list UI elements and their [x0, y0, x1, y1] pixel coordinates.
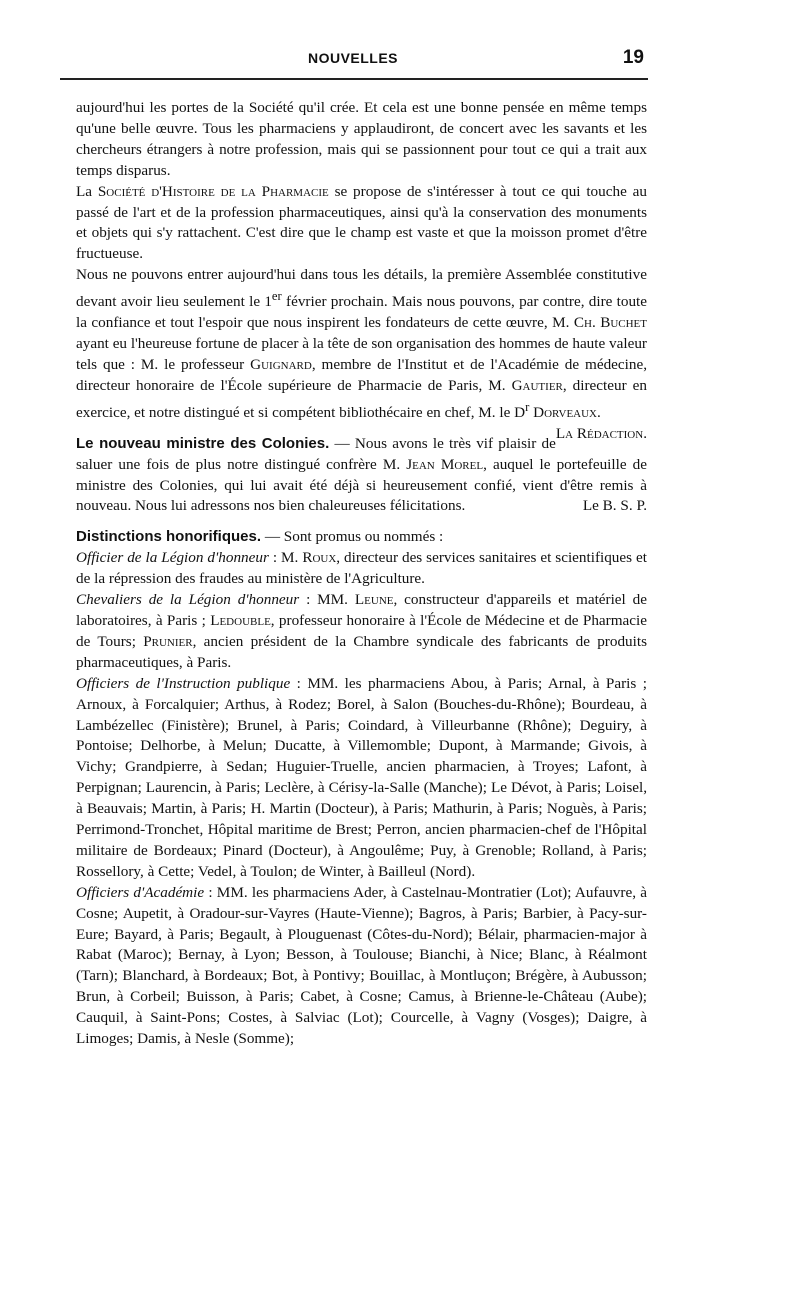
- signature-bsp: Le B. S. P.: [582, 497, 647, 515]
- label-instruction-publique: Officiers de l'Instruction publique: [76, 674, 291, 692]
- para2-lead: La: [76, 182, 98, 200]
- para3-t4: , membre de l'Institut et de l'Académie de médecine, directeur honoraire de l'École supérieure de Pharmacie de Paris, M.: [76, 355, 647, 394]
- instruction-publique-text: : MM. les pharmaciens Abou, à Paris; Arnal, à Paris ; Arnoux, à Forcalquier; Arthus, à Rodez; Borel, à Salon (Bouches-du-Rhône); Bourdeau, à Lambézellec (Finistère); Brunel, à Paris; Coindard, à Villeurbanne (Rhône); Deguiry, à Pontoise; Delhorbe, à Melun; Ducatte, à Villemomble; Dupont, à Marmande; Givois, à Vichy; Grandpierre, à Sedan; Huguier-Truelle, ancien pharmacien, à Troyes; Lafont, à Perpignan; Laurencin, à Paris; Leclère, à Cérisy-la-Salle (Manche); Le Dévot, à Paris; Loisel, à Beauvais; Martin, à Paris; H. Martin (Docteur), à Paris; Mathurin, à Paris; Noguès, à Paris; Perrimond-Tronchet, Hôpital maritime de Brest; Perron, ancien pharmacien-chef de l'Hôpital militaire de Bordeaux; Pinard (Docteur), à Angoulême; Puy, à Grenoble; Rolland, à Paris; Rossellory, à Cette; Vedel, à Toulon; de Winter, à Bailleul (Nord).: [76, 674, 647, 880]
- para3-sup: er: [271, 289, 282, 304]
- signature-redaction: La Rédaction.: [555, 424, 647, 442]
- name-prunier: Prunier: [143, 632, 193, 650]
- paragraph-society-purpose: [76, 182, 647, 266]
- para3-t6: .: [597, 403, 601, 421]
- para3-t3: ayant eu l'heureuse fortune de placer à la tête de son organisation des hommes de haute valeur tels que : M. le professeur: [76, 335, 647, 373]
- legion-officer-text: : M.: [268, 549, 303, 567]
- paragraph-legion-officer: [76, 548, 647, 590]
- society-name: Société d'Histoire de la Pharmacie: [97, 182, 329, 200]
- name-dorveaux: Dorveaux: [533, 403, 598, 421]
- paragraph-minister: [76, 434, 647, 518]
- page-number: 19: [622, 47, 644, 68]
- minister-t2: , auquel le portefeuille de ministre des Colonies, qui lui avait été déjà si heureusement confié, vient d'être remis à nouveau. Nous lui adressons nos bien chaleureuses félicitations.: [76, 455, 647, 515]
- name-buchet: Ch. Buchet: [573, 314, 647, 332]
- paragraph-chevaliers: [76, 590, 647, 674]
- name-roux: Roux: [302, 549, 337, 567]
- name-morel: Jean Morel: [406, 455, 484, 473]
- running-title: NOUVELLES: [307, 50, 399, 66]
- name-ledouble: Ledouble: [210, 611, 271, 629]
- article-body: [76, 98, 647, 1050]
- paragraph-officiers-academie: [76, 883, 647, 1050]
- header-rule: [60, 78, 648, 80]
- label-officiers-academie: Officiers d'Académie: [76, 883, 205, 901]
- chevaliers-c3r: , ancien président de la Chambre syndicale des fabricants de produits pharmaceutiques, à Paris.: [76, 632, 647, 671]
- chevaliers-text: : MM.: [299, 591, 355, 609]
- name-leune: Leune: [354, 591, 394, 609]
- label-chevaliers: Chevaliers de la Légion d'honneur: [76, 591, 300, 609]
- chevaliers-c2r: , professeur honoraire à l'École de Médecine et de Pharmacie de Tours;: [76, 611, 647, 650]
- paragraph-founders: [76, 265, 647, 442]
- paragraph-instruction-publique: [76, 674, 647, 883]
- running-header: [60, 47, 646, 74]
- label-legion-officer: Officier de la Légion d'honneur: [76, 549, 269, 567]
- name-gautier: Gautier: [511, 376, 563, 394]
- para3-sup2: r: [525, 399, 530, 414]
- paragraph-distinctions: [76, 527, 647, 548]
- name-guignard: Guignard: [250, 355, 312, 373]
- distinctions-intro: — Sont promus ou nommés :: [261, 528, 444, 546]
- paragraph-society-intro: aujourd'hui les portes de la Société qu'il crée. Et cela est une bonne pensée en même temps qu'une belle œuvre. Tous les pharmaciens y applaudiront, de concert avec les savants et les chercheurs étrangers à notre profession, mais qui se passionnent pour tout ce qui a trait aux temps disparus.: [76, 99, 647, 179]
- heading-distinctions: Distinctions honorifiques.: [76, 528, 262, 546]
- para3-t1: Nous ne pouvons entrer aujourd'hui dans tous les détails, la première Assemblée constitutive devant avoir lieu seulement le 1: [76, 266, 647, 311]
- minister-t1: — Nous avons le très vif plaisir de saluer une fois de plus notre distingué confrère M.: [76, 434, 556, 473]
- para2-text: se propose de s'intéresser à tout ce qui touche au passé de l'art et de la profession pharmaceutiques, ainsi qu'à la conservation des monuments et objets qui s'y rattachent. C'est dire que le champ est vaste et que la moisson promet d'être fructueuse.: [76, 182, 647, 263]
- officiers-academie-text: : MM. les pharmaciens Ader, à Castelnau-Montratier (Lot); Aufauvre, à Cosne; Aupetit, à Oradour-sur-Vayres (Haute-Vienne); Bagros, à Paris; Barbier, à Pacy-sur-Eure; Bayard, à Paris; Begault, à Plouguenast (Côtes-du-Nord); Bélair, pharmacien-major à Rabat (Maroc); Bernay, à Lyon; Besson, à Toulouse; Bianchi, à Nice; Blanc, à Réalmont (Tarn); Blanchard, à Bordeaux; Bot, à Pontivy; Bouillac, à Montluçon; Brégère, à Aubusson; Brun, à Corbeil; Buisson, à Paris; Cabet, à Cosne; Camus, à Brienne-le-Château (Aube); Cauquil, à Saint-Pons; Costes, à Salviac (Lot); Courcelle, à Vagny (Vosges); Daigre, à Limoges; Damis, à Nesle (Somme);: [76, 883, 647, 1048]
- para3-t5: , directeur en exercice, et notre distingué et si compétent bibliothécaire en chef, M. le D: [76, 376, 647, 421]
- para3-t2: février prochain. Mais nous pouvons, par contre, dire toute la confiance et tout l'espoir que nous inspirent les fondateurs de cette œuvre, M.: [76, 293, 647, 332]
- chevaliers-c1r: , constructeur d'appareils et matériel de laboratoires, à Paris ;: [76, 591, 647, 629]
- legion-officer-rest: , directeur des services sanitaires et scientifiques et de la répression des fraudes au ministère de l'Agriculture.: [76, 549, 647, 588]
- heading-minister: Le nouveau ministre des Colonies.: [76, 434, 330, 452]
